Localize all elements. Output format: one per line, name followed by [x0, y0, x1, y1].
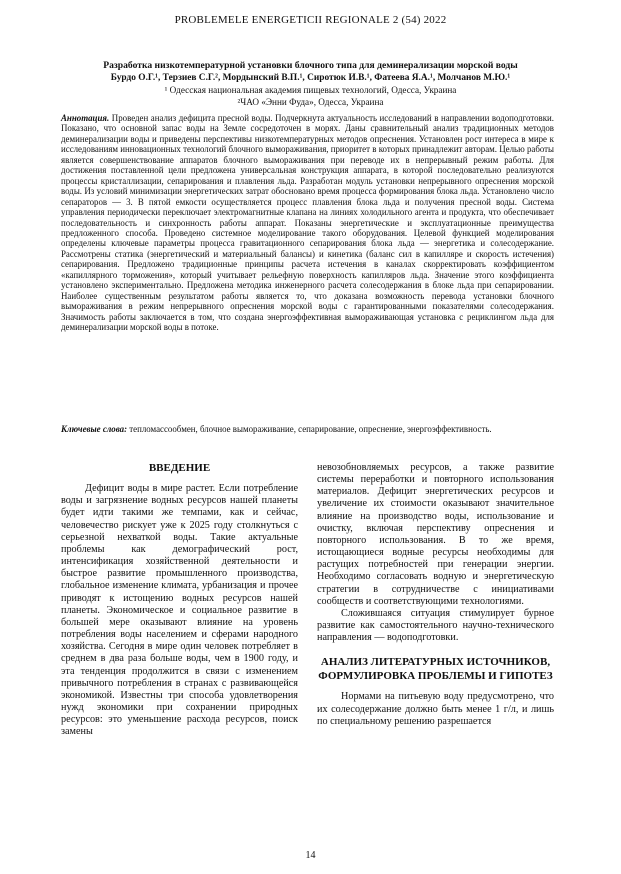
journal-header: PROBLEMELE ENERGETICII REGIONALE 2 (54) 2022	[174, 14, 447, 26]
title-block	[60, 60, 561, 108]
abstract-text: Проведен анализ дефицита пресной воды. Подчеркнута актуальность исследований в направлении водоподготовки. Показано, что основной запас воды на Земле сосредоточен в морях. Даны сравнительный анализ традиционных методов деминерализации воды и приведены перспективы низкотемпературных методов опреснения. Установлен рост интереса в мире к исследованиям инновационных технологий блочного вымораживания, приоритет в которых принадлежит авторам. Целью работы является совершенствование аппаратов блочного вымораживания при переводе их в непрерывный режим работы. Для достижения поставленной цели предложена универсальная конструкция аппарата, в которой последовательно реализуются процессы кристаллизации, сепарирования и плавления льда. Разработан модуль установки непрерывного опреснения морской воды. Из условий минимизации энергетических затрат обосновано время процесса формирования блока льда. Установлено число сепараторов — 3. В пятой емкости осуществляется процесс плавления блока льда и получения пресной воды. Система управления периодически переключает электромагнитные клапана на линиях холодильного агента и продукта, что обеспечивает последовательность и синхронность работы аппарат. Показаны энергетические и эксплуатационные преимущества предложенного способа. Проведено системное моделирование такого оборудования. Целевой функцией моделирования определены ключевые параметры процесса гравитационного сепарирования блока льда — энергетика и солесодержание. Рассмотрены статика (энергетический и материальный балансы) и кинетика (баланс сил в капилляре и скорость истечения) сепарирования. Предложено традиционные принципы расчета истечения в каналах скорректировать коэффициентом «капиллярного торможения», который учитывает рельефную поверхность капилляров льда. Значение этого коэффициента установлено экспериментально. Предложена методика инженерного расчета солесодержания в блоке льда при сепарировании. Наиболее существенным результатом работы является то, что доказана возможность перевода установки блочного вымораживания в режим непрерывного опреснения морской воды с гарантированными показателями солесодержания. Значимость работы заключается в том, что создана энергоэффективная вымораживающая установка с рециклингом льда для деминерализации морской воды в потоке.	[61, 113, 555, 333]
keywords-label: Ключевые слова:	[61, 424, 128, 434]
intro-heading: ВВЕДЕНИЕ	[148, 462, 211, 474]
author-list: Бурдо О.Г.¹, Терзиев С.Г.², Мордынский В.П.¹, Сиротюк И.В.¹, Фатеева Я.А.¹, Молчанов М.Ю.¹	[110, 73, 511, 83]
affiliation-1: ¹ Одесская национальная академия пищевых технологий, Одесса, Украина	[164, 85, 457, 95]
affiliation-2: ²ЧАО «Энни Фуда», Одесса, Украина	[237, 97, 384, 107]
page-number: 14	[305, 850, 316, 861]
literature-heading: АНАЛИЗ ЛИТЕРАТУРНЫХ ИСТОЧНИКОВ, ФОРМУЛИРОВКА ПРОБЛЕМЫ И ГИПОТЕЗ	[318, 656, 553, 682]
intro-paragraph-1: Дефицит воды в мире растет. Если потребление воды и загрязнение водных ресурсов нашей планеты будет идти такими же темпами, как и сейчас, человечество рискует уже к 2025 году столкнуться с серьезной нехваткой воды. Такие актуальные проблемы как демографический рост, интенсификация хозяйственной деятельности и быстрое развитие промышленного производства, глобальное изменение климата, урбанизация и прочее приводят к истощению водных ресурсов нашей планеты. Экономическое и социальное развитие в большей мере оказывают влияние на уровень потребления воды населением и сферами народного хозяйства. Сегодня в мире один человек потребляет в среднем в два раза больше воды, чем в 1900 году, и эта тенденция продолжится в связи с изменением привычного потребления в странах с развивающейся экономикой. Известны три способа удовлетворения нужд экономики при сохранении природных ресурсов: это уменьшение расхода ресурсов, поиск замены	[61, 483, 298, 738]
keywords	[61, 424, 554, 434]
right-column	[317, 462, 554, 728]
keywords-text: тепломассообмен, блочное вымораживание, сепарирование, опреснение, энергоэффективность.	[129, 424, 492, 434]
intro-paragraph-2: Сложившаяся ситуация стимулирует бурное развитие как самостоятельного научно-технического направления — водоподготовки.	[317, 607, 554, 644]
paper-title: Разработка низкотемпературной установки блочного типа для деминерализации морской воды	[103, 60, 518, 71]
literature-paragraph-1: Нормами на питьевую воду предусмотрено, что их солесодержание должно быть менее 1 г/л, и лишь по специальному решению разрешается	[317, 691, 554, 727]
intro-paragraph-1-continued: невозобновляемых ресурсов, а также развитие системы переработки и повторного использования материалов. Дефицит энергетических ресурсов и увеличение их стоимости оказывают значительное влияние на производство воды, использование и очистку, включая перспективу опреснения и повторного использования. В то же время, истощающиеся водные ресурсы необходимы для растущих потребностей при генерации энергии. Необходимо согласовать водную и энергетическую стратегии в сотрудничестве с инициативами сообществ и соответствующими технологиями.	[317, 462, 554, 607]
abstract-label: Аннотация.	[61, 113, 110, 123]
abstract	[61, 113, 554, 333]
left-column	[61, 462, 298, 738]
